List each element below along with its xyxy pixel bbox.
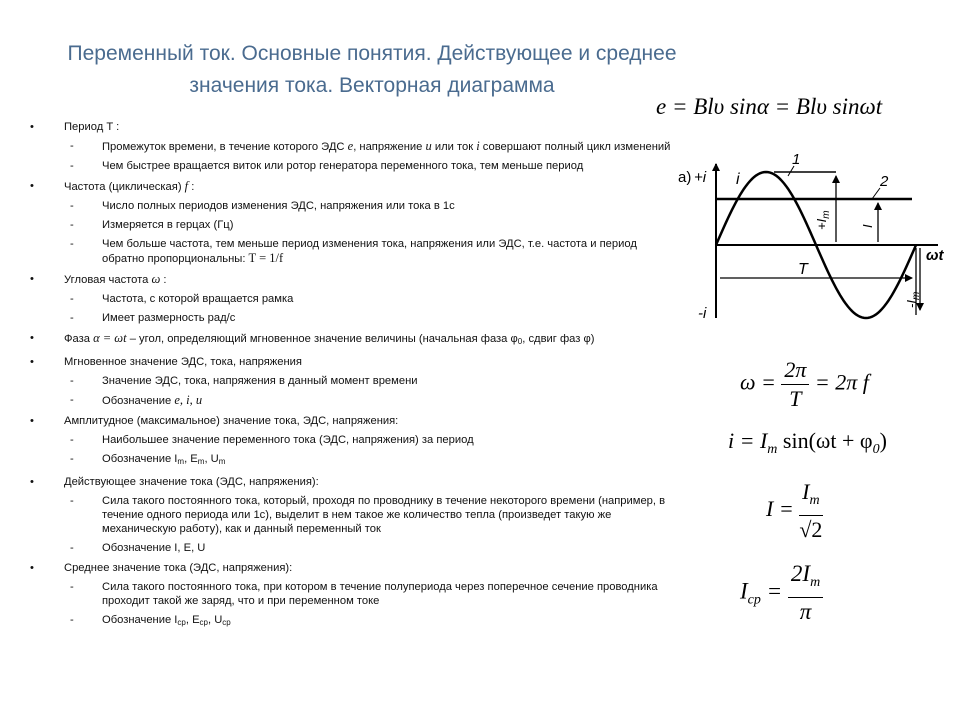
sine-wave-graph [676, 150, 952, 330]
line-leader-2 [872, 188, 880, 199]
label-minus-i: -i [698, 305, 707, 322]
bullet-average: • Среднее значение тока (ЭДС, напряжения): [30, 562, 293, 574]
bullet-instantaneous: • Мгновенное значение ЭДС, тока, напряжения [30, 356, 302, 368]
bullet-rms: • Действующее значение тока (ЭДС, напряжения): [30, 476, 319, 488]
bullet-phase: • Фаза α = ωt – угол, определяющий мгновенное значение величины (начальная фаза $\varphi_0$, сдвиг фаз φ) [30, 331, 595, 346]
slide-title: Переменный ток. Основные понятия. Действующее и среднее значения тока. Векторная диаграмма [67, 42, 677, 97]
sub-angular-units: - Имеет размерность рад/с [70, 312, 236, 324]
formula-average: $I_{ср}$ = $\frac{2I_m}{\pi}$ [740, 560, 823, 626]
label-effective-i: I [860, 224, 875, 228]
label-plus-i: +i [694, 169, 707, 186]
bullet-list [30, 114, 680, 630]
sub-angular-rotation: - Частота, с которой вращается рамка [70, 293, 294, 305]
formula-instantaneous: $i = I_m$ $\sin(\omega t + \varphi_0)$ [728, 428, 887, 457]
sub-frequency-unit: - Измеряется в герцах (Гц) [70, 219, 234, 231]
bullet-frequency: • Частота (циклическая) f : [30, 179, 195, 193]
bullet-angular-frequency: • Угловая частота ω : [30, 272, 167, 286]
sub-period-rotation: - Чем быстрее вращается виток или ротор генератора переменного тока, тем меньше период [70, 160, 584, 172]
label-minus-im: $-I_m$ [904, 291, 922, 308]
sub-frequency-inverse: - Чем больше частота, тем меньше период изменения тока, напряжения или ЭДС, т.е. частота и период обратно пропорциональны: T = 1/f [70, 238, 637, 265]
sub-instantaneous-value: - Значение ЭДС, тока, напряжения в данный момент времени [70, 375, 418, 387]
label-1: 1 [792, 151, 801, 168]
label-plus-im: $+I_m$ [814, 210, 832, 230]
formula-emf: e = Blυ sinα = Blυ sinωt [656, 94, 883, 119]
sub-period-definition: - Промежуток времени, в течение которого ЭДС е, напряжение u или ток i совершают полный цикл изменений [70, 139, 671, 153]
label-i: i [736, 171, 740, 188]
label-2: 2 [880, 173, 889, 190]
label-period-t: T [798, 261, 808, 278]
sub-average-notation: - Обозначение $I_{ср}$, $E_{ср}$, $U_{ср}$ [70, 614, 231, 627]
formula-rms: I = $\frac{I_m}{√2}$ [766, 479, 823, 542]
label-a: a) [678, 169, 692, 186]
formula-omega: ω = $\frac{2\pi}{T}$ = 2π f [740, 357, 869, 411]
sub-frequency-count: - Число полных периодов изменения ЭДС, напряжения или тока в 1с [70, 200, 455, 212]
bullet-period: • Период T : [30, 121, 120, 133]
label-omega-t: ωt [926, 247, 944, 264]
sub-amplitude-notation: - Обозначение $I_m$, $E_m$, $U_m$ [70, 453, 226, 466]
sub-rms-notation: - Обозначение I, E, U [70, 542, 206, 554]
sub-average-definition: - Сила такого постоянного тока, при котором в течение полупериода через поперечное сечение проводника проходит такой же заряд, что и при переменном токе [70, 581, 658, 607]
bullet-amplitude: • Амплитудное (максимальное) значение тока, ЭДС, напряжения: [30, 415, 399, 427]
sub-amplitude-max: - Наибольшее значение переменного тока (ЭДС, напряжения) за период [70, 434, 474, 446]
sub-instantaneous-notation: - Обозначение e, i, u [70, 393, 203, 407]
sub-rms-definition: - Сила такого постоянного тока, который, проходя по проводнику в течение некоторого времени (например, в течение одного периода или 1с), выделит в нем такое же количество тепла (произведет такую же механическую работу), как и данный переменный ток [70, 495, 666, 535]
